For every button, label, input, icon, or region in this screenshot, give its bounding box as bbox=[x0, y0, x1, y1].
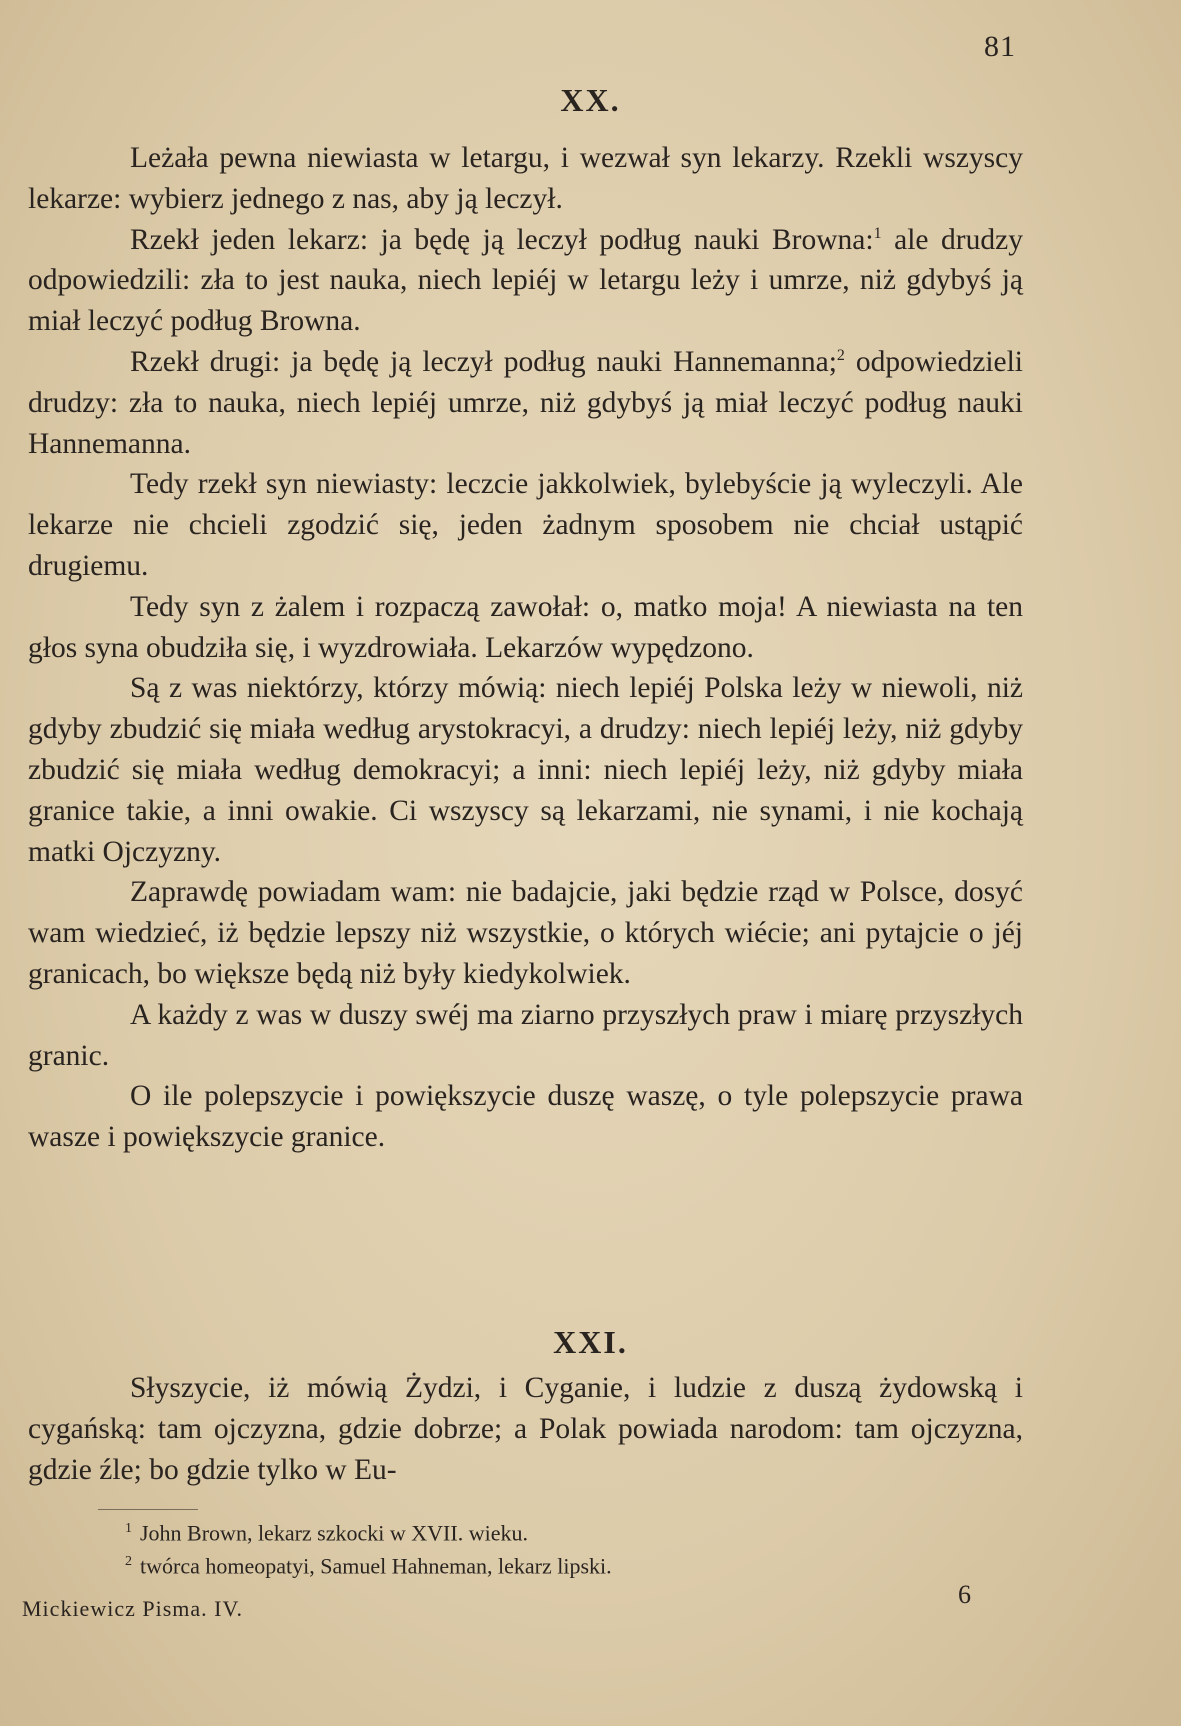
paragraph-text: Rzekł jeden lekarz: ja będę ją leczył podług nauki Browna: bbox=[130, 223, 874, 256]
section-body-xxi bbox=[28, 1368, 1023, 1490]
paragraph: Leżała pewna niewiasta w letargu, i wezwał syn lekarzy. Rzekli wszyscy lekarze: wybierz jednego z nas, aby ją leczył. bbox=[28, 142, 1023, 215]
footnote-ref-2: 2 bbox=[836, 347, 845, 365]
footnote-text: twórca homeopatyi, Samuel Hahneman, lekarz lipski. bbox=[140, 1553, 612, 1579]
paragraph-text: Rzekł drugi: ja będę ją leczył podług nauki Hannemanna; bbox=[130, 345, 837, 378]
footnote-mark: 2 bbox=[125, 1554, 132, 1570]
section-heading-xxi: XXI. bbox=[553, 1324, 628, 1360]
footnote-mark: 1 bbox=[125, 1521, 132, 1536]
paragraph: Są z was niektórzy, którzy mówią: niech lepiéj Polska leży w niewoli, niż gdyby zbudzić się miała według arystokracyi, a drudzy: niech lepiéj leży, niż gdyby zbudzić się miała według demokracyi; a inni: niech lepiéj leży, niż gdyby miała granice takie, a inni owakie. Ci wszyscy są lekarzami, nie synami, i nie kochają matki Ojczyzny. bbox=[28, 672, 1023, 868]
paragraph: Słyszycie, iż mówią Żydzi, i Cyganie, i ludzie z duszą żydowską i cygańską: tam ojczyzna, gdzie dobrze; a Polak powiada narodom: tam ojczyzna, gdzie źle; bo gdzie tylko w Eu- bbox=[28, 1372, 1023, 1486]
section-body-xx bbox=[28, 138, 1023, 1158]
signature-line: Mickiewicz Pisma. IV. bbox=[22, 1596, 244, 1621]
paragraph-text: ale drudzy odpowiedzili: zła to jest nauka, niech lepiéj w letargu leży i umrze, niż gdybyś ją miał leczyć podług Browna. bbox=[28, 223, 1023, 338]
section-heading-xx: XX. bbox=[560, 82, 621, 118]
footnote-2 bbox=[125, 1547, 925, 1580]
footnote-1 bbox=[125, 1514, 925, 1547]
paragraph: Tedy rzekł syn niewiasty: leczcie jakkolwiek, bylebyście ją wyleczyli. Ale lekarze nie chcieli zgodzić się, jeden żadnym sposobem nie chciał ustąpić drugiemu. bbox=[28, 468, 1023, 582]
signature-mark: 6 bbox=[958, 1580, 971, 1609]
paragraph: Tedy syn z żalem i rozpaczą zawołał: o, matko moja! A niewiasta na ten głos syna obudziła się, i wyzdrowiała. Lekarzów wypędzono. bbox=[28, 590, 1023, 664]
paragraph: Zaprawdę powiadam wam: nie badajcie, jaki będzie rząd w Polsce, dosyć wam wiedzieć, iż będzie lepszy niż wszystkie, o których wiécie; ani pytajcie o jéj granicach, bo większe będą niż były kiedykolwiek. bbox=[28, 876, 1023, 990]
footnotes bbox=[125, 1514, 925, 1581]
paragraph bbox=[28, 220, 1023, 342]
page-number: 81 bbox=[984, 30, 1016, 63]
footnote-ref-1: 1 bbox=[873, 224, 882, 242]
footnote-text: John Brown, lekarz szkocki w XVII. wieku. bbox=[140, 1520, 528, 1546]
footnote-divider bbox=[98, 1509, 198, 1510]
paragraph-text: odpowiedzieli drudzy: zła to nauka, niech lepiéj umrze, niż gdybyś ją miał leczyć podług nauki Hannemanna. bbox=[28, 345, 1023, 460]
paragraph bbox=[28, 342, 1023, 464]
paragraph: O ile polepszycie i powiększycie duszę waszę, o tyle polepszycie prawa wasze i powiększycie granice. bbox=[28, 1080, 1023, 1154]
paragraph: A każdy z was w duszy swéj ma ziarno przyszłych praw i miarę przyszłych granic. bbox=[28, 998, 1023, 1072]
